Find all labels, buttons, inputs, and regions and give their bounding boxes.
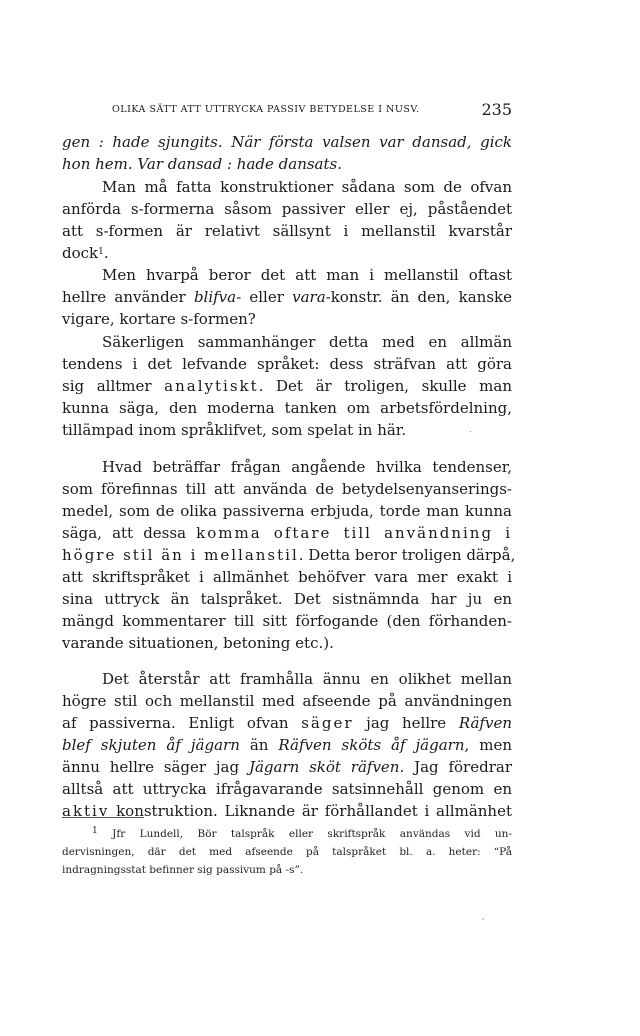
spaced-emphasis: säger (301, 714, 354, 732)
footnote-line (62, 826, 512, 842)
body-text: än (239, 736, 279, 754)
body-text: sig alltmer (62, 377, 165, 395)
body-text: eller (241, 288, 293, 306)
print-speck: , (482, 912, 485, 921)
body-line (62, 375, 512, 398)
page-number: 235 (481, 100, 512, 119)
body-line (62, 242, 512, 265)
body-text: . (103, 244, 109, 262)
body-text: hellre använder (62, 288, 194, 306)
body-line: varande situationen, betoning etc.). (62, 634, 334, 652)
running-header (100, 100, 512, 122)
body-line: Hvad beträffar frågan angående hvilka tendenser, (102, 458, 512, 476)
body-line (62, 712, 512, 735)
body-text: jag hellre (353, 714, 459, 732)
body-line (62, 544, 516, 567)
body-text: konstruktion. Liknande är förhållandet i allmänhet (109, 802, 512, 820)
emphasis: Jägarn sköt räfven (248, 758, 400, 776)
body-line: Det återstår att framhålla ännu en olikhet mellan (102, 670, 512, 688)
body-text: säga, att dessa (62, 524, 197, 542)
body-line: som förefinnas till att använda de betydelsenyanserings- (62, 480, 512, 498)
spaced-emphasis: komma oftare till användning i (196, 524, 512, 542)
body-line: att skriftspråket i allmänhet behöfver vara mer exakt i (62, 568, 512, 586)
body-line: tendens i det lefvande språket: dess sträfvan att göra (62, 355, 512, 373)
body-line (62, 756, 512, 779)
body-line: hon hem. Var dansad : hade dansats. (62, 155, 342, 173)
body-line: mängd kommentarer till sitt förfogande (den förhanden- (62, 612, 512, 630)
print-speck: . (469, 425, 472, 434)
body-line: högre stil och mellanstil med afseende på användningen (62, 692, 512, 710)
emphasis: blifva- (193, 288, 242, 306)
emphasis: Räfven sköts åf jägarn (278, 736, 465, 754)
footnote-rule (62, 817, 144, 818)
body-text: . Jag föredrar (399, 758, 512, 776)
body-line: vigare, kortare s-formen? (62, 310, 256, 328)
emphasis: blef skjuten åf jägarn (62, 736, 240, 754)
body-line: gen : hade sjungits. När första valsen var dansad, gick (62, 133, 512, 151)
body-text: , men (464, 736, 512, 754)
body-line: tillämpad inom språklifvet, som spelat in här. (62, 421, 407, 439)
body-line: anförda s-formerna såsom passiver eller ej, påståendet (62, 200, 512, 218)
body-text: . Det är troligen, skulle man (258, 377, 512, 395)
body-line: kunna säga, den moderna tanken om arbetsfördelning, (62, 399, 512, 417)
body-line (62, 522, 512, 545)
body-text: dock (62, 244, 99, 262)
spaced-emphasis: analytiskt (164, 377, 259, 395)
footnote-line: dervisningen, där det med afseende på talspråket bl. a. heter: “På (62, 846, 512, 858)
body-text: . Detta beror troligen därpå, (298, 546, 516, 564)
body-line (62, 800, 512, 823)
body-line (62, 734, 512, 757)
body-text: -konstr. än den, kanske (325, 288, 512, 306)
header-title: OLIKA SÄTT ATT UTTRYCKA PASSIV BETYDELSE I NUSV. (112, 104, 420, 115)
body-line: medel, som de olika passiverna erbjuda, torde man kunna (62, 502, 512, 520)
footnote-mark: 1 (92, 826, 98, 836)
emphasis: Räfven (458, 714, 512, 732)
body-line: Men hvarpå beror det att man i mellanstil oftast (102, 266, 512, 284)
body-line: att s-formen är relativt sällsynt i mellanstil kvarstår (62, 222, 512, 240)
spaced-emphasis: högre stil än i mellanstil (62, 546, 299, 564)
emphasis: vara (292, 288, 326, 306)
footnote-text: Jfr Lundell, Bör talspråk eller skriftspråk användas vid un- (97, 828, 512, 840)
footnote-reference: 1 (98, 247, 104, 257)
body-text: ännu hellre säger jag (62, 758, 249, 776)
body-line (62, 286, 512, 309)
spaced-emphasis: aktiv (62, 802, 110, 820)
footnote-line: indragningsstat befinner sig passivum på -s”. (62, 864, 304, 876)
body-line: Man må fatta konstruktioner sådana som de ofvan (102, 178, 512, 196)
body-line: sina uttryck än talspråket. Det sistnämnda har ju en (62, 590, 512, 608)
body-text: af passiverna. Enligt ofvan (62, 714, 302, 732)
body-line: Säkerligen sammanhänger detta med en allmän (102, 333, 512, 351)
body-line: alltså att uttrycka ifrågavarande satsinnehåll genom en (62, 780, 512, 798)
